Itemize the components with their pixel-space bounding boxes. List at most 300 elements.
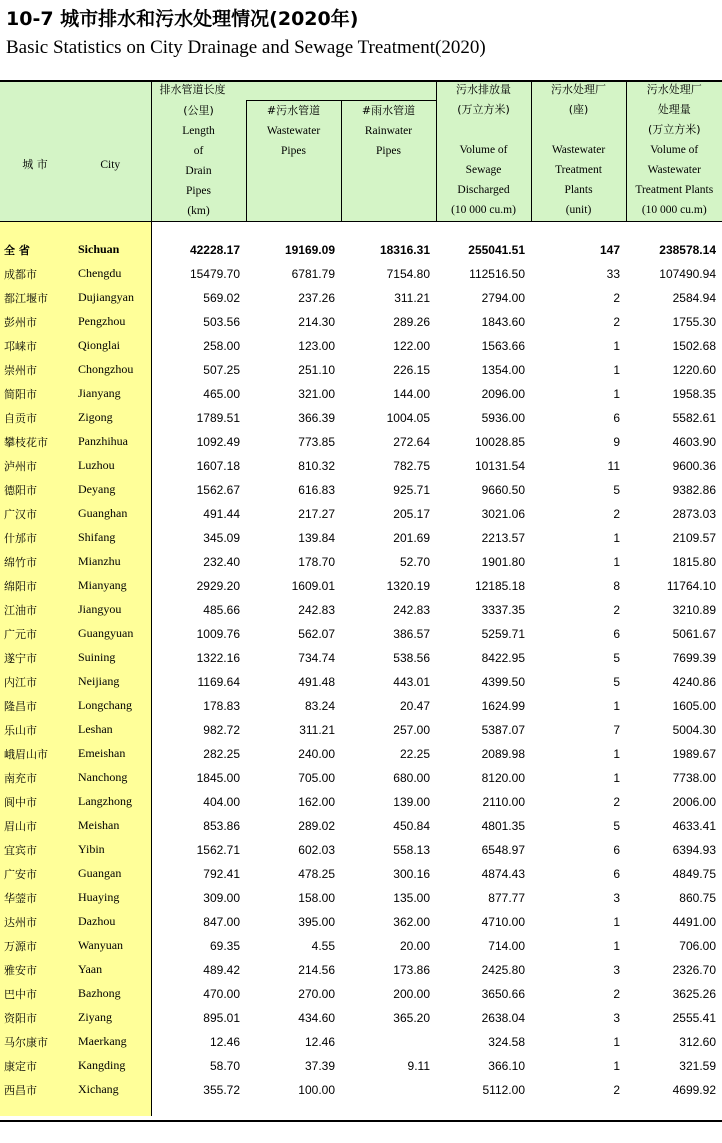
cell-treated-volume: 7738.00 xyxy=(672,770,716,785)
cell-wastewater-pipes: 321.00 xyxy=(298,386,335,401)
cell-wastewater-pipes: 37.39 xyxy=(304,1058,335,1073)
cell-drain-length: 12.46 xyxy=(151,1030,246,1054)
cell-rainwater-pipes: 1004.05 xyxy=(386,410,430,425)
cell-treatment-plants: 1 xyxy=(613,914,620,929)
cell-sewage-discharged: 1354.00 xyxy=(481,362,525,377)
cell-sewage-discharged: 10028.85 xyxy=(474,434,525,449)
city-name-en: Bazhong xyxy=(70,982,151,1006)
cell-drain-length: 489.42 xyxy=(151,958,246,982)
city-name-cn: 成都市 xyxy=(0,262,70,286)
city-name-en: Deyang xyxy=(70,478,151,502)
city-name-en: Maerkang xyxy=(70,1030,151,1054)
city-name-en: Nanchong xyxy=(70,766,151,790)
cell-drain-length: 485.66 xyxy=(151,598,246,622)
cell-drain-length: 1562.67 xyxy=(151,478,246,502)
cell-rainwater-pipes: 311.21 xyxy=(394,290,430,305)
city-name-cn: 资阳市 xyxy=(0,1006,70,1030)
city-name-cn: 峨眉山市 xyxy=(0,742,70,766)
cell-sewage-discharged: 9660.50 xyxy=(481,482,525,497)
cell-wastewater-pipes: 162.00 xyxy=(298,794,335,809)
cell-treatment-plants: 2 xyxy=(613,1082,620,1097)
header-drain-unit-en: (km) xyxy=(187,204,210,217)
cell-wastewater-pipes: 240.00 xyxy=(298,746,335,761)
city-name-cn: 万源市 xyxy=(0,934,70,958)
table-row xyxy=(0,790,722,814)
cell-treatment-plants: 1 xyxy=(613,338,620,353)
cell-rainwater-pipes: 135.00 xyxy=(393,890,430,905)
cell-treatment-plants: 6 xyxy=(613,866,620,881)
cell-treatment-plants: 8 xyxy=(613,578,620,593)
city-name-en: Chengdu xyxy=(70,262,151,286)
header-plants-unit-cn: (座) xyxy=(568,103,589,116)
cell-drain-length: 1607.18 xyxy=(151,454,246,478)
header-wastewater-cn: #污水管道 xyxy=(266,104,321,117)
city-name-en: Chongzhou xyxy=(70,358,151,382)
table-row xyxy=(0,550,722,574)
city-name-cn: 西昌市 xyxy=(0,1078,70,1102)
cell-wastewater-pipes: 237.26 xyxy=(298,290,335,305)
cell-drain-length: 1845.00 xyxy=(151,766,246,790)
cell-treatment-plants: 2 xyxy=(613,986,620,1001)
cell-rainwater-pipes: 450.84 xyxy=(393,818,430,833)
cell-rainwater-pipes: 300.16 xyxy=(393,866,430,881)
cell-wastewater-pipes: 616.83 xyxy=(298,482,335,497)
table-row xyxy=(0,1078,722,1102)
cell-rainwater-pipes: 22.25 xyxy=(399,746,430,761)
city-name-cn: 巴中市 xyxy=(0,982,70,1006)
cell-rainwater-pipes: 443.01 xyxy=(393,674,430,689)
cell-rainwater-pipes: 386.57 xyxy=(393,626,430,641)
cell-drain-length: 1562.71 xyxy=(151,838,246,862)
filler-row xyxy=(0,1102,722,1116)
city-name-en: Pengzhou xyxy=(70,310,151,334)
city-name-cn: 华蓥市 xyxy=(0,886,70,910)
cell-drain-length: 1322.16 xyxy=(151,646,246,670)
cell-treated-volume: 6394.93 xyxy=(672,842,716,857)
header-rainwater-cn: #雨水管道 xyxy=(361,104,416,117)
city-name-en: Longchang xyxy=(70,694,151,718)
cell-rainwater-pipes: 20.47 xyxy=(399,698,430,713)
cell-wastewater-pipes: 773.85 xyxy=(298,434,335,449)
table-row xyxy=(0,406,722,430)
table-title-english: Basic Statistics on City Drainage and Sewage Treatment(2020) xyxy=(6,37,486,58)
header-treated-en1: Volume of xyxy=(650,144,699,156)
cell-wastewater-pipes: 242.83 xyxy=(298,602,335,617)
cell-rainwater-pipes: 925.71 xyxy=(393,482,430,497)
table-body xyxy=(0,221,722,1116)
cell-treated-volume: 7699.39 xyxy=(672,650,716,665)
cell-sewage-discharged: 112516.50 xyxy=(469,266,525,281)
table-row xyxy=(0,934,722,958)
header-treated-cn2: 处理量 xyxy=(657,103,691,116)
cell-drain-length: 309.00 xyxy=(151,886,246,910)
city-name-cn: 宜宾市 xyxy=(0,838,70,862)
cell-rainwater-pipes: 20.00 xyxy=(399,938,430,953)
cell-sewage-discharged: 5259.71 xyxy=(481,626,525,641)
cell-treated-volume: 2109.57 xyxy=(672,530,716,545)
city-name-cn: 江油市 xyxy=(0,598,70,622)
cell-drain-length: 404.00 xyxy=(151,790,246,814)
city-name-cn: 南充市 xyxy=(0,766,70,790)
table-row xyxy=(0,262,722,286)
cell-sewage-discharged: 2425.80 xyxy=(481,962,525,977)
cell-rainwater-pipes: 272.64 xyxy=(393,434,430,449)
city-name-en: Xichang xyxy=(70,1078,151,1102)
cell-treatment-plants: 3 xyxy=(613,962,620,977)
cell-drain-length: 1169.64 xyxy=(151,670,246,694)
cell-wastewater-pipes: 217.27 xyxy=(298,506,335,521)
cell-sewage-discharged: 3337.35 xyxy=(481,602,525,617)
city-name-en: Kangding xyxy=(70,1054,151,1078)
cell-treatment-plants: 1 xyxy=(613,770,620,785)
cell-sewage-discharged: 8422.95 xyxy=(481,650,525,665)
cell-drain-length: 232.40 xyxy=(151,550,246,574)
table-row xyxy=(0,574,722,598)
cell-treatment-plants: 2 xyxy=(613,602,620,617)
cell-treated-volume: 321.59 xyxy=(679,1058,716,1073)
cell-wastewater-pipes: 178.70 xyxy=(298,554,335,569)
cell-treatment-plants: 5 xyxy=(613,674,620,689)
city-name-cn: 遂宁市 xyxy=(0,646,70,670)
city-name-en: Shifang xyxy=(70,526,151,550)
cell-rainwater-pipes: 173.86 xyxy=(393,962,430,977)
cell-wastewater-pipes: 12.46 xyxy=(304,1034,335,1049)
cell-drain-length: 355.72 xyxy=(151,1078,246,1102)
cell-treated-volume: 1989.67 xyxy=(672,746,716,761)
cell-rainwater-pipes xyxy=(341,1030,436,1054)
table-bottom-rule xyxy=(0,1120,722,1122)
cell-treated-volume: 2873.03 xyxy=(672,506,716,521)
cell-wastewater-pipes: 251.10 xyxy=(298,362,335,377)
cell-sewage-discharged: 4399.50 xyxy=(481,674,525,689)
cell-treatment-plants: 1 xyxy=(613,746,620,761)
city-name-cn: 马尔康市 xyxy=(0,1030,70,1054)
table-row xyxy=(0,862,722,886)
header-treated-unit-en: (10 000 cu.m) xyxy=(641,204,707,216)
cell-treated-volume: 706.00 xyxy=(679,938,716,953)
city-name-en: Qionglai xyxy=(70,334,151,358)
city-name-en: Guangyuan xyxy=(70,622,151,646)
cell-treatment-plants: 2 xyxy=(613,290,620,305)
header-sewage-en1: Volume of xyxy=(459,144,508,156)
city-name-cn: 绵竹市 xyxy=(0,550,70,574)
cell-treated-volume: 1815.80 xyxy=(672,554,716,569)
city-name-cn: 自贡市 xyxy=(0,406,70,430)
cell-treated-volume: 9600.36 xyxy=(672,458,716,473)
city-name-en: Panzhihua xyxy=(70,430,151,454)
cell-wastewater-pipes: 289.02 xyxy=(298,818,335,833)
city-name-en: Suining xyxy=(70,646,151,670)
cell-wastewater-pipes: 139.84 xyxy=(298,530,335,545)
cell-wastewater-pipes: 810.32 xyxy=(298,458,335,473)
header-treated-en2: Wastewater xyxy=(647,164,701,176)
header-drain-en3: Drain xyxy=(185,164,212,177)
city-name-en: Mianzhu xyxy=(70,550,151,574)
city-name-cn: 内江市 xyxy=(0,670,70,694)
cell-rainwater-pipes: 538.56 xyxy=(393,650,430,665)
city-name-en: Ziyang xyxy=(70,1006,151,1030)
cell-wastewater-pipes: 434.60 xyxy=(298,1010,335,1025)
cell-treatment-plants: 5 xyxy=(613,818,620,833)
cell-rainwater-pipes: 7154.80 xyxy=(386,266,430,281)
cell-sewage-discharged: 4710.00 xyxy=(481,914,525,929)
header-treated-en3: Treatment Plants xyxy=(635,184,714,196)
table-row xyxy=(0,694,722,718)
table-row xyxy=(0,958,722,982)
cell-drain-length: 1092.49 xyxy=(151,430,246,454)
cell-rainwater-pipes: 18316.31 xyxy=(379,242,430,257)
cell-sewage-discharged: 3650.66 xyxy=(481,986,525,1001)
cell-drain-length: 792.41 xyxy=(151,862,246,886)
cell-treatment-plants: 3 xyxy=(613,890,620,905)
cell-treated-volume: 11764.10 xyxy=(666,578,716,593)
cell-treated-volume: 9382.86 xyxy=(672,482,716,497)
cell-sewage-discharged: 10131.54 xyxy=(474,458,525,473)
cell-treated-volume: 1502.68 xyxy=(672,338,716,353)
header-drain-en4: Pipes xyxy=(186,184,211,197)
cell-drain-length: 569.02 xyxy=(151,286,246,310)
cell-drain-length: 507.25 xyxy=(151,358,246,382)
cell-treated-volume: 238578.14 xyxy=(659,242,716,257)
cell-treated-volume: 1755.30 xyxy=(672,314,716,329)
cell-sewage-discharged: 714.00 xyxy=(488,938,525,953)
header-rainwater-en1: Rainwater xyxy=(364,125,413,137)
city-name-cn: 达州市 xyxy=(0,910,70,934)
city-name-en: Langzhong xyxy=(70,790,151,814)
cell-sewage-discharged: 5112.00 xyxy=(482,1082,525,1097)
city-name-en: Sichuan xyxy=(70,238,151,262)
cell-sewage-discharged: 1624.99 xyxy=(481,698,525,713)
header-wastewater-en1: Wastewater xyxy=(266,125,321,137)
cell-treatment-plants: 6 xyxy=(613,842,620,857)
header-rainwater-en2: Pipes xyxy=(376,145,401,157)
cell-drain-length: 895.01 xyxy=(151,1006,246,1030)
cell-rainwater-pipes: 139.00 xyxy=(393,794,430,809)
table-title-chinese: 10-7 城市排水和污水处理情况(2020年) xyxy=(6,8,359,30)
cell-treatment-plants: 6 xyxy=(613,626,620,641)
cell-treated-volume: 1220.60 xyxy=(672,362,716,377)
cell-wastewater-pipes: 158.00 xyxy=(298,890,335,905)
cell-sewage-discharged: 4801.35 xyxy=(481,818,525,833)
cell-rainwater-pipes: 226.15 xyxy=(393,362,430,377)
cell-rainwater-pipes: 362.00 xyxy=(393,914,430,929)
cell-drain-length: 15479.70 xyxy=(151,262,246,286)
cell-treatment-plants: 2 xyxy=(613,506,620,521)
city-name-cn: 德阳市 xyxy=(0,478,70,502)
city-name-cn: 广安市 xyxy=(0,862,70,886)
cell-treatment-plants: 33 xyxy=(606,266,620,281)
cell-sewage-discharged: 366.10 xyxy=(488,1058,525,1073)
header-city-cn: 城 市 xyxy=(22,158,48,172)
city-name-en: Yaan xyxy=(70,958,151,982)
cell-drain-length: 982.72 xyxy=(151,718,246,742)
cell-sewage-discharged: 3021.06 xyxy=(481,506,525,521)
header-plants-unit-en: (unit) xyxy=(565,204,592,216)
cell-treated-volume: 4240.86 xyxy=(672,674,716,689)
table-row xyxy=(0,646,722,670)
table-row xyxy=(0,886,722,910)
cell-sewage-discharged: 2096.00 xyxy=(481,386,525,401)
cell-drain-length: 1789.51 xyxy=(151,406,246,430)
cell-treated-volume: 2006.00 xyxy=(672,794,716,809)
table-row-total xyxy=(0,238,722,262)
table-row xyxy=(0,742,722,766)
cell-treated-volume: 1958.35 xyxy=(672,386,716,401)
cell-treated-volume: 2555.41 xyxy=(672,1010,716,1025)
cell-sewage-discharged: 1901.80 xyxy=(481,554,525,569)
table-row xyxy=(0,910,722,934)
cell-treatment-plants: 7 xyxy=(613,722,620,737)
header-sewage-cn: 污水排放量 xyxy=(456,83,511,96)
header-drain-en1: Length xyxy=(182,124,215,137)
cell-drain-length: 258.00 xyxy=(151,334,246,358)
cell-treated-volume: 1605.00 xyxy=(672,698,716,713)
spacer-row xyxy=(0,221,722,238)
cell-treated-volume: 107490.94 xyxy=(659,266,716,281)
city-name-cn: 简阳市 xyxy=(0,382,70,406)
cell-drain-length: 282.25 xyxy=(151,742,246,766)
header-plants-en3: Plants xyxy=(564,184,593,196)
cell-sewage-discharged: 2110.00 xyxy=(482,794,525,809)
cell-treated-volume: 4603.90 xyxy=(672,434,716,449)
cell-sewage-discharged: 4874.43 xyxy=(481,866,525,881)
cell-treatment-plants: 1 xyxy=(613,938,620,953)
cell-rainwater-pipes: 52.70 xyxy=(399,554,430,569)
table-row xyxy=(0,814,722,838)
header-plants-en2: Treatment xyxy=(555,164,602,176)
cell-wastewater-pipes: 270.00 xyxy=(298,986,335,1001)
table-row xyxy=(0,334,722,358)
cell-treatment-plants: 1 xyxy=(613,386,620,401)
city-name-en: Jiangyou xyxy=(70,598,151,622)
cell-sewage-discharged: 8120.00 xyxy=(481,770,525,785)
city-name-cn: 阆中市 xyxy=(0,790,70,814)
city-name-cn: 康定市 xyxy=(0,1054,70,1078)
city-name-cn: 乐山市 xyxy=(0,718,70,742)
cell-drain-length: 853.86 xyxy=(151,814,246,838)
cell-drain-length: 491.44 xyxy=(151,502,246,526)
table-row xyxy=(0,502,722,526)
cell-sewage-discharged: 2794.00 xyxy=(481,290,525,305)
city-name-en: Guangan xyxy=(70,862,151,886)
table-row xyxy=(0,1054,722,1078)
cell-treatment-plants: 1 xyxy=(613,698,620,713)
city-name-cn: 彭州市 xyxy=(0,310,70,334)
table-row xyxy=(0,838,722,862)
cell-treatment-plants: 9 xyxy=(613,434,620,449)
cell-treated-volume: 312.60 xyxy=(679,1034,716,1049)
cell-rainwater-pipes: 122.00 xyxy=(393,338,430,353)
cell-rainwater-pipes: 144.00 xyxy=(393,386,430,401)
cell-wastewater-pipes: 83.24 xyxy=(304,698,335,713)
header-sewage-unit-en: (10 000 cu.m) xyxy=(451,204,516,216)
cell-drain-length: 69.35 xyxy=(151,934,246,958)
table-row xyxy=(0,622,722,646)
city-name-en: Leshan xyxy=(70,718,151,742)
city-name-cn: 广汉市 xyxy=(0,502,70,526)
cell-sewage-discharged: 5936.00 xyxy=(481,410,525,425)
cell-treated-volume: 5004.30 xyxy=(672,722,716,737)
cell-drain-length: 2929.20 xyxy=(151,574,246,598)
city-name-en: Neijiang xyxy=(70,670,151,694)
cell-wastewater-pipes: 4.55 xyxy=(311,938,335,953)
city-name-en: Wanyuan xyxy=(70,934,151,958)
table-row xyxy=(0,598,722,622)
cell-rainwater-pipes: 289.26 xyxy=(393,314,430,329)
city-name-cn: 都江堰市 xyxy=(0,286,70,310)
cell-rainwater-pipes: 782.75 xyxy=(393,458,430,473)
table-row xyxy=(0,478,722,502)
cell-sewage-discharged: 877.77 xyxy=(488,890,525,905)
header-drain-en2: of xyxy=(193,144,204,157)
cell-wastewater-pipes: 734.74 xyxy=(298,650,335,665)
cell-drain-length: 178.83 xyxy=(151,694,246,718)
cell-rainwater-pipes: 200.00 xyxy=(393,986,430,1001)
cell-treated-volume: 3625.26 xyxy=(672,986,716,1001)
cell-rainwater-pipes: 680.00 xyxy=(393,770,430,785)
cell-drain-length: 42228.17 xyxy=(151,238,246,262)
table-row xyxy=(0,358,722,382)
city-name-cn: 崇州市 xyxy=(0,358,70,382)
cell-treated-volume: 4849.75 xyxy=(672,866,716,881)
cell-treated-volume: 4633.41 xyxy=(672,818,716,833)
statistics-table xyxy=(0,80,722,1122)
table-row xyxy=(0,430,722,454)
header-sewage-en3: Discharged xyxy=(457,184,510,196)
cell-wastewater-pipes: 19169.09 xyxy=(284,242,335,257)
cell-rainwater-pipes: 1320.19 xyxy=(386,578,430,593)
cell-drain-length: 345.09 xyxy=(151,526,246,550)
cell-rainwater-pipes: 9.11 xyxy=(407,1058,430,1073)
cell-wastewater-pipes: 311.21 xyxy=(299,722,335,737)
header-plants-cn: 污水处理厂 xyxy=(551,83,606,96)
cell-wastewater-pipes: 214.56 xyxy=(298,962,335,977)
city-name-cn: 隆昌市 xyxy=(0,694,70,718)
cell-treated-volume: 2326.70 xyxy=(672,962,716,977)
table-row xyxy=(0,454,722,478)
cell-drain-length: 847.00 xyxy=(151,910,246,934)
cell-sewage-discharged: 324.58 xyxy=(488,1034,525,1049)
city-name-en: Zigong xyxy=(70,406,151,430)
city-name-cn: 什邡市 xyxy=(0,526,70,550)
cell-wastewater-pipes: 478.25 xyxy=(298,866,335,881)
cell-wastewater-pipes: 395.00 xyxy=(298,914,335,929)
cell-treated-volume: 5061.67 xyxy=(672,626,716,641)
cell-treatment-plants: 1 xyxy=(613,554,620,569)
cell-treatment-plants: 5 xyxy=(613,482,620,497)
city-name-en: Emeishan xyxy=(70,742,151,766)
cell-wastewater-pipes: 6781.79 xyxy=(291,266,335,281)
city-name-cn: 绵阳市 xyxy=(0,574,70,598)
cell-treatment-plants: 1 xyxy=(613,1034,620,1049)
cell-wastewater-pipes: 1609.01 xyxy=(291,578,335,593)
city-name-en: Huaying xyxy=(70,886,151,910)
cell-drain-length: 58.70 xyxy=(151,1054,246,1078)
cell-treated-volume: 5582.61 xyxy=(672,410,716,425)
city-name-cn: 广元市 xyxy=(0,622,70,646)
cell-sewage-discharged: 2638.04 xyxy=(481,1010,525,1025)
cell-drain-length: 1009.76 xyxy=(151,622,246,646)
city-name-cn: 邛崃市 xyxy=(0,334,70,358)
cell-treatment-plants: 147 xyxy=(599,242,620,257)
cell-rainwater-pipes: 201.69 xyxy=(393,530,430,545)
city-name-en: Luzhou xyxy=(70,454,151,478)
city-name-cn: 攀枝花市 xyxy=(0,430,70,454)
table-row xyxy=(0,526,722,550)
cell-drain-length: 470.00 xyxy=(151,982,246,1006)
city-name-cn: 全 省 xyxy=(0,238,70,262)
cell-treated-volume: 4491.00 xyxy=(672,914,716,929)
